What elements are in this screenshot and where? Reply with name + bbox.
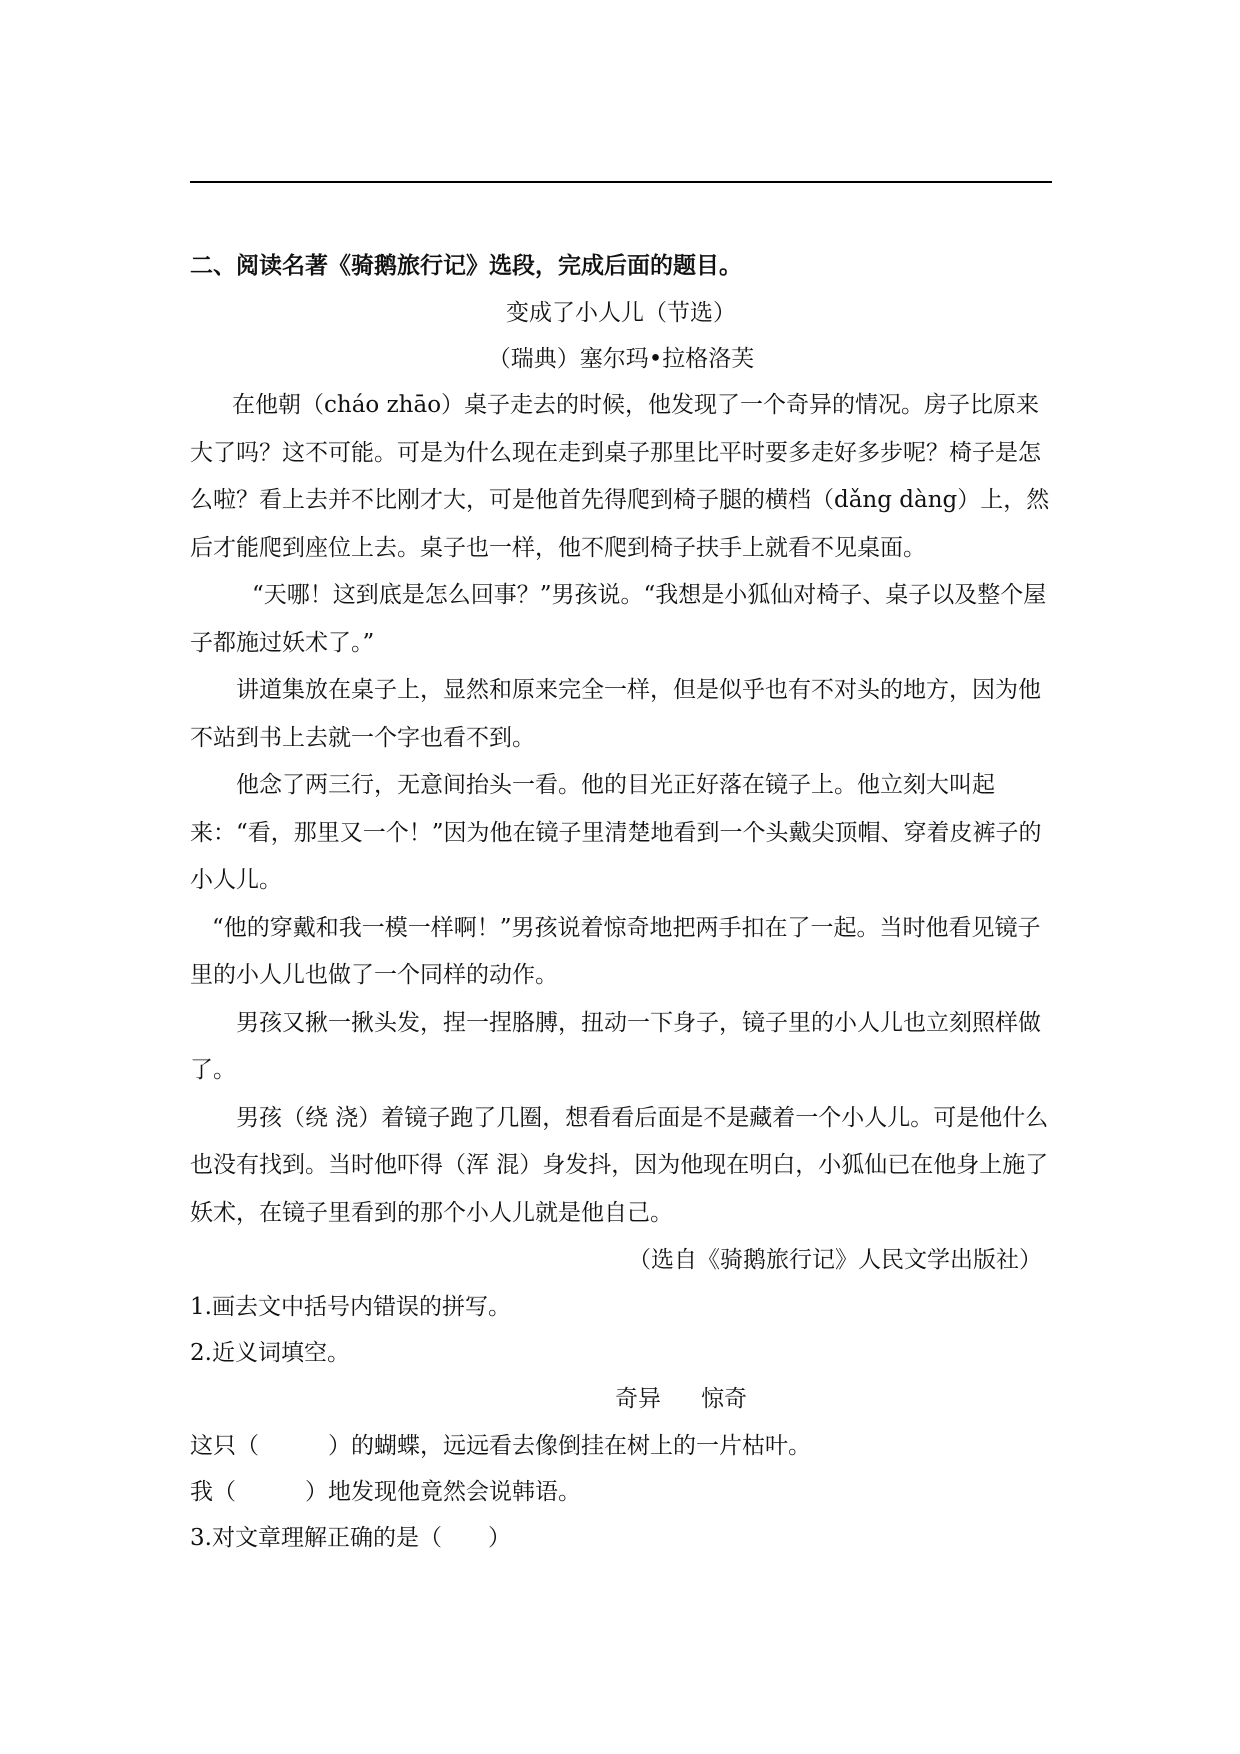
passage-source: （选自《骑鹅旅行记》人民文学出版社）	[628, 1247, 1042, 1273]
choice-qiyi: 奇异	[615, 1386, 661, 1412]
question-1: 1.画去文中括号内错误的拼写。	[190, 1294, 511, 1320]
fill-sentence-1: 这只（ ）的蝴蝶，远远看去像倒挂在树上的一片枯叶。	[190, 1433, 811, 1459]
paragraph-5: “他的穿戴和我一模一样啊！”男孩说着惊奇地把两手扣在了一起。当时他看见镜子里的小人儿也做了一个同样的动作。	[190, 914, 1041, 988]
paragraph-4: 他念了两三行，无意间抬头一看。他的目光正好落在镜子上。他立刻大叫起来：“看，那里又一个！”因为他在镜子里清楚地看到一个头戴尖顶帽、穿着皮裤子的小人儿。	[190, 772, 1042, 893]
header-rule	[190, 181, 1052, 183]
paragraph-6: 男孩又揪一揪头发，捏一捏胳膊，扭动一下身子，镜子里的小人儿也立刻照样做了。	[190, 1009, 1041, 1083]
question-3: 3.对文章理解正确的是（ ）	[190, 1525, 511, 1551]
synonym-choices	[190, 1376, 1052, 1423]
fill-sentence-2: 我（ ）地发现他竟然会说韩语。	[190, 1479, 581, 1505]
section-heading: 二、阅读名著《骑鹅旅行记》选段，完成后面的题目。	[190, 253, 742, 279]
question-2: 2.近义词填空。	[190, 1340, 350, 1366]
paragraph-7: 男孩（绕 浇）着镜子跑了几圈，想看看后面是不是藏着一个小人儿。可是他什么也没有找到。当时他吓得（浑 混）身发抖，因为他现在明白，小狐仙已在他身上施了妖术，在镜子里看到的那个小人儿就是他自己。	[190, 1104, 1049, 1226]
passage-author: （瑞典）塞尔玛•拉格洛芙	[487, 346, 755, 372]
choice-jingqi: 惊奇	[701, 1386, 747, 1412]
paragraph-3: 讲道集放在桌子上，显然和原来完全一样，但是似乎也有不对头的地方，因为他不站到书上去就一个字也看不到。	[190, 677, 1041, 751]
paragraph-1: 在他朝（cháo zhāo）桌子走去的时候，他发现了一个奇异的情况。房子比原来大了吗？这不可能。可是为什么现在走到桌子那里比平时要多走好多步呢？椅子是怎么啦？看上去并不比刚才大，可是他首先得爬到椅子腿的横档（dǎng dàng）上，然后才能爬到座位上去。桌子也一样，他不爬到椅子扶手上就看不见桌面。	[190, 392, 1050, 561]
passage-title: 变成了小人儿（节选）	[506, 300, 736, 326]
document-body	[190, 242, 1052, 1561]
paragraph-2: “天哪！这到底是怎么回事？”男孩说。“我想是小狐仙对椅子、桌子以及整个屋子都施过妖术了。”	[190, 582, 1047, 656]
